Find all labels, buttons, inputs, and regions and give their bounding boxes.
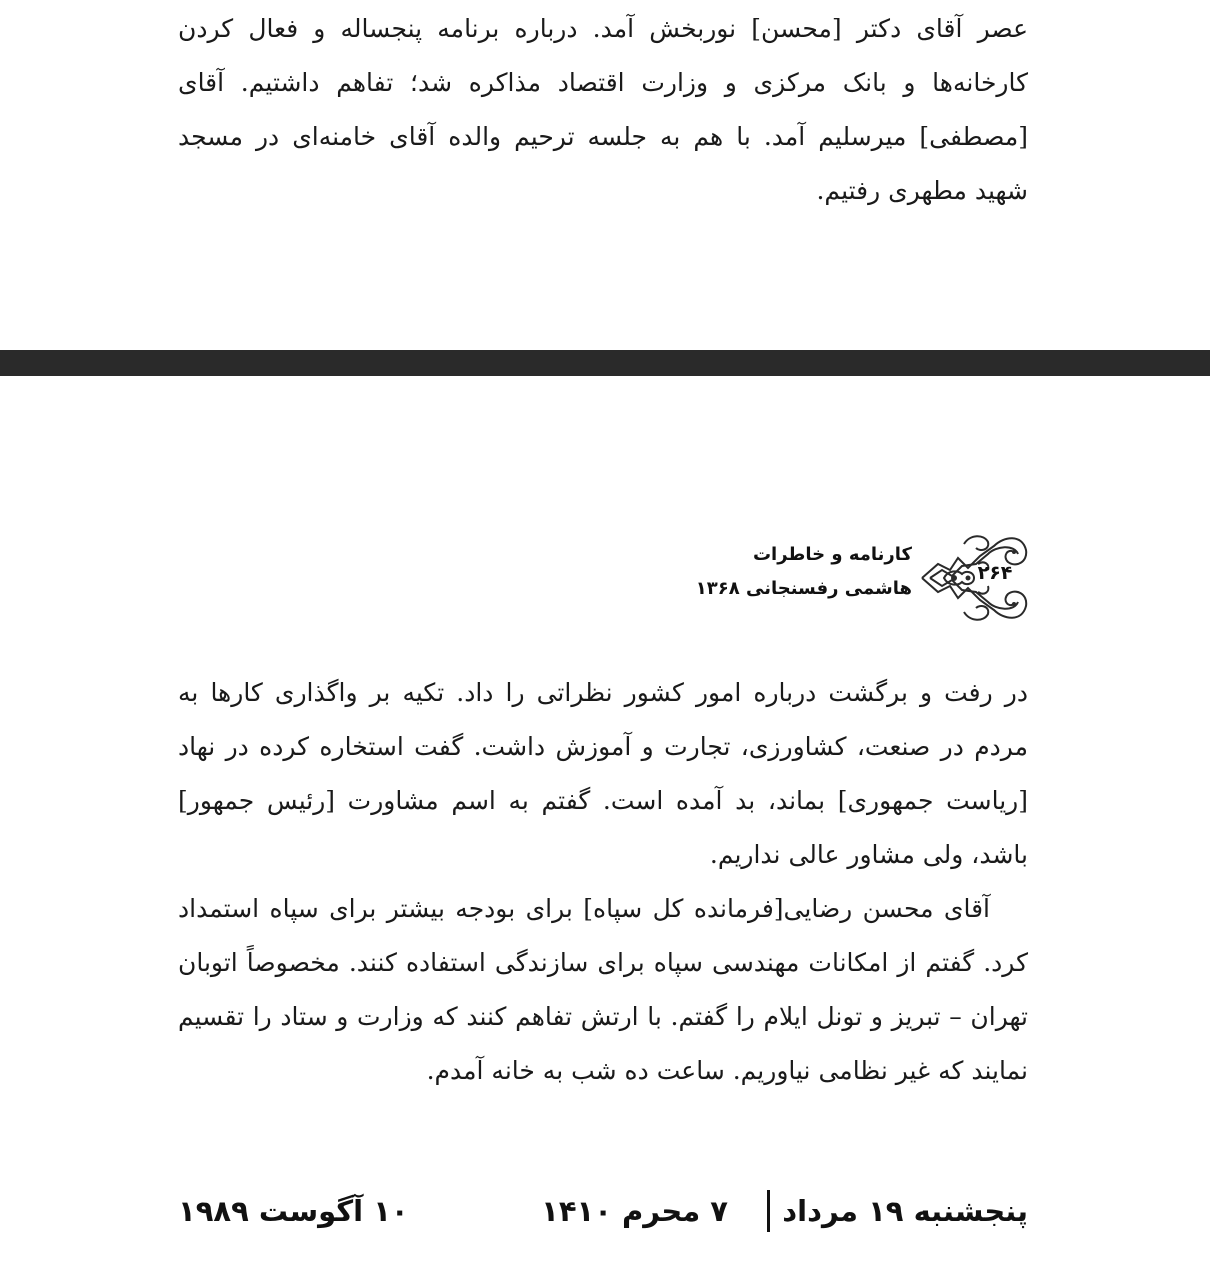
bottom-page <box>0 376 1210 1280</box>
running-header <box>690 516 1030 636</box>
top-page-text <box>178 2 1028 218</box>
persian-date: پنجشنبه ۱۹ مرداد <box>782 1194 1028 1228</box>
running-header-titles <box>696 538 912 606</box>
paragraph-1: در رفت و برگشت درباره امور کشور نظراتی را داد. تکیه بر واگذاری کارها به مردم در صنعت، کشاورزی، تجارت و آموزش داشت. گفت استخاره کرده در نهاد [ریاست جمهوری] بماند، بد آمده است. گفتم به اسم مشاورت [رئیس جمهور] باشد، ولی مشاور عالی نداریم. <box>178 678 1028 869</box>
paragraph-2: آقای محسن رضایی[فرمانده کل سپاه] برای بودجه بیشتر برای سپاه استمداد کرد. گفتم از امکانات مهندسی سپاه برای سازندگی استفاده کنند. مخصوصاً اتوبان تهران – تبریز و تونل ایلام را گفتم. با ارتش تفاهم کنند که وزارت و ستاد را تقسیم نمایند که غیر نظامی نیاوریم. ساعت ده شب به خانه آمدم. <box>178 894 1028 1085</box>
page-number: ۲۶۴ <box>977 562 1013 584</box>
date-divider <box>767 1190 770 1232</box>
hijri-date: ۷ محرم ۱۴۱۰ <box>541 1194 728 1228</box>
book-subtitle: هاشمی رفسنجانی ۱۳۶۸ <box>695 578 912 599</box>
top-page <box>0 0 1210 350</box>
entry-date-line <box>178 1186 1028 1246</box>
top-paragraph: عصر آقای دکتر [محسن] نوربخش آمد. درباره برنامه پنجساله و فعال کردن کارخانه‌ها و بانک مرکزی و وزارت اقتصاد مذاکره شد؛ تفاهم داشتیم. آقای [مصطفی] میرسلیم آمد. با هم به جلسه ترحیم والده آقای خامنه‌ای در مسجد شهید مطهری رفتیم. <box>178 14 1028 205</box>
gregorian-date: ۱۰ آگوست ۱۹۸۹ <box>178 1194 409 1228</box>
page-separator <box>0 350 1210 376</box>
book-title: کارنامه و خاطرات <box>752 544 912 565</box>
bottom-page-text <box>178 666 1028 1098</box>
